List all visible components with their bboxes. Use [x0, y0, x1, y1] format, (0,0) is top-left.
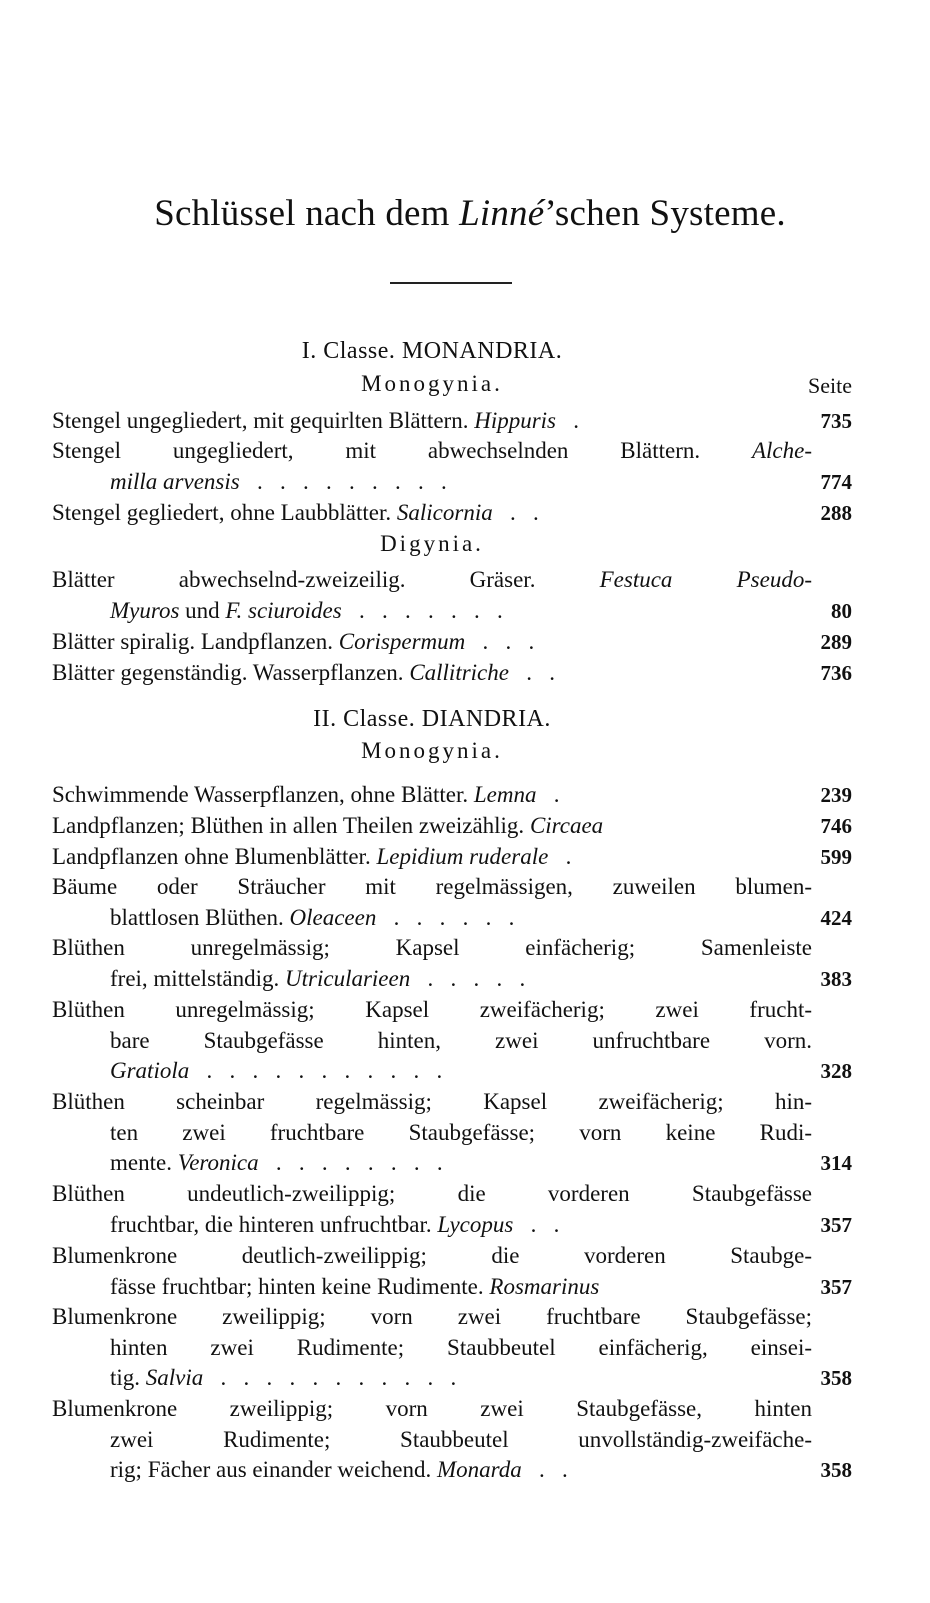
entry-line	[52, 933, 812, 964]
entry-text: zwei Rudimente; Staubbeutel unvollständig-zweifäche-	[110, 1426, 812, 1452]
key-entry	[52, 1179, 852, 1240]
genus-name: Festuca Pseudo-	[599, 567, 812, 592]
genus-name: Lycopus	[437, 1211, 514, 1237]
order-heading: Digynia.	[380, 531, 484, 556]
entry-line	[52, 565, 812, 596]
entry-text: blattlosen Blüthen.	[110, 904, 290, 930]
page-number: 358	[820, 1366, 852, 1390]
page-number: 239	[820, 783, 852, 807]
entry-text: Landpflanzen; Blüthen in allen Theilen zweizählig.	[52, 813, 530, 838]
genus-name: milla arvensis	[110, 468, 240, 494]
key-entry	[52, 627, 852, 658]
genus-name: Utricularieen	[285, 965, 411, 991]
entry-line	[52, 1363, 812, 1394]
entry-line	[52, 872, 812, 903]
entry-text: Landpflanzen ohne Blumenblätter.	[52, 844, 377, 869]
key-entry	[52, 872, 852, 933]
entry-text: Blätter gegenständig. Wasserpflanzen.	[52, 660, 410, 685]
entry-line	[52, 1394, 812, 1425]
key-entry	[52, 1241, 852, 1302]
page-number: 289	[820, 630, 852, 654]
genus-name: Oleaceen	[289, 904, 377, 930]
title-suffix: ’schen Systeme.	[544, 193, 786, 234]
key-entry	[52, 498, 852, 529]
entry-text: mente.	[110, 1150, 178, 1175]
genus-name: Circaea	[529, 813, 604, 838]
entry-line	[52, 627, 812, 658]
entry-line	[52, 780, 812, 811]
title-linne: Linné	[459, 193, 545, 234]
genus-name: Lemna	[473, 782, 537, 807]
order-heading: Monogynia.	[361, 371, 503, 396]
key-entry	[52, 780, 852, 811]
entry-line	[52, 1333, 812, 1364]
entry-line	[52, 1118, 812, 1149]
entry-line	[52, 964, 812, 995]
entry-text: Blüthen scheinbar regelmässig; Kapsel zweifächerig; hin-	[52, 1089, 812, 1114]
genus-name: Rosmarinus	[489, 1273, 600, 1299]
genus-name: Gratiola	[110, 1058, 190, 1083]
entry-line	[52, 467, 812, 498]
genus-name: Myuros	[110, 597, 180, 623]
entry-text: fässe fruchtbar; hinten keine Rudimente.	[110, 1273, 490, 1299]
entry-line	[52, 1026, 812, 1057]
entry-text: Bäume oder Sträucher mit regelmässigen, zuweilen blumen-	[52, 874, 812, 899]
entry-text: hinten zwei Rudimente; Staubbeutel einfächerig, einsei-	[110, 1334, 812, 1360]
page-number: 424	[820, 905, 852, 930]
entry-line	[52, 1148, 812, 1179]
genus-name: Monarda	[436, 1457, 522, 1482]
page-number: 357	[820, 1274, 852, 1299]
key-entry	[52, 565, 852, 626]
leader-dots: . . . . . . . .	[258, 1150, 443, 1175]
class-heading: I. Classe. MONANDRIA.	[301, 338, 563, 364]
entry-line	[52, 1272, 812, 1303]
page-number: 314	[820, 1151, 852, 1175]
title-prefix: Schlüssel nach dem	[154, 193, 460, 234]
entry-text: Blüthen unregelmässig; Kapsel einfächerig; Samenleiste	[52, 935, 812, 960]
page-number: 746	[820, 814, 852, 838]
entry-line	[52, 1455, 812, 1486]
page-title	[0, 192, 930, 235]
entry-text: fruchtbar, die hinteren unfruchtbar.	[110, 1211, 438, 1237]
key-entry	[52, 811, 852, 842]
leader-dots: . . . . . .	[376, 904, 515, 930]
leader-dots: . .	[521, 1457, 568, 1482]
entry-text: Schwimmende Wasserpflanzen, ohne Blätter.	[52, 782, 474, 807]
page-number: 80	[831, 598, 852, 623]
key-entry	[52, 1302, 852, 1394]
page-number: 288	[820, 501, 852, 525]
entry-line	[52, 1087, 812, 1118]
entry-text: Blüthen unregelmässig; Kapsel zweifächerig; zwei frucht-	[52, 997, 812, 1022]
entry-text: Blüthen undeutlich-zweilippig; die vorderen Staubgefässe	[52, 1181, 812, 1206]
leader-dots: . .	[513, 1211, 560, 1237]
entry-line	[52, 498, 812, 529]
leader-dots: . . . . . . . . . . .	[189, 1058, 443, 1083]
genus-name: Hippuris	[474, 408, 556, 433]
order-heading: Monogynia.	[361, 738, 503, 763]
entry-line	[52, 658, 812, 689]
leader-dots: . . . . . . . . . . .	[203, 1365, 457, 1390]
genus-name: Salicornia	[396, 500, 493, 525]
entry-text: tig.	[110, 1365, 146, 1390]
class-heading: II. Classe. DIANDRIA.	[313, 706, 551, 732]
entry-line	[52, 596, 812, 627]
entry-text: Blumenkrone zweilippig; vorn zwei fruchtbare Staubgefässe;	[52, 1304, 812, 1329]
key-entry	[52, 933, 852, 994]
entry-line	[52, 1241, 812, 1272]
entry-line	[52, 842, 812, 873]
entry-line	[52, 811, 812, 842]
entry-text: ten zwei fruchtbare Staubgefässe; vorn keine Rudi-	[110, 1119, 812, 1145]
entry-text: Blätter abwechselnd-zweizeilig. Gräser.	[52, 567, 600, 592]
key-entry	[52, 1394, 852, 1486]
genus-name: Callitriche	[409, 660, 509, 685]
entry-text: bare Staubgefässe hinten, zwei unfruchtbare vorn.	[110, 1027, 812, 1053]
entry-line	[52, 903, 812, 934]
genus-name: Veronica	[177, 1150, 259, 1175]
genus-name: F. sciuroides	[225, 597, 342, 623]
entry-line	[52, 436, 812, 467]
leader-dots: .	[548, 844, 572, 869]
genus-name: Salvia	[145, 1365, 204, 1390]
leader-dots: . . . . . . . . .	[239, 468, 447, 494]
page-number: 383	[820, 966, 852, 991]
entry-text: Stengel ungegliedert, mit gequirlten Blättern.	[52, 408, 475, 433]
key-entry	[52, 842, 852, 873]
seite-label: Seite	[808, 373, 852, 398]
entry-line	[52, 1210, 812, 1241]
key-entry	[52, 995, 852, 1087]
entry-text: Blumenkrone deutlich-zweilippig; die vorderen Staubge-	[52, 1243, 812, 1268]
entry-line	[52, 406, 812, 437]
entry-text: und	[179, 597, 226, 623]
page-number: 735	[820, 409, 852, 433]
page-number: 599	[820, 845, 852, 869]
key-entry	[52, 436, 852, 497]
entry-line	[52, 1056, 812, 1087]
genus-name: Lepidium ruderale	[376, 844, 549, 869]
leader-dots: . . .	[465, 629, 535, 654]
entry-text: frei, mittelständig.	[110, 965, 286, 991]
leader-dots: .	[556, 408, 579, 433]
genus-name: Alche-	[751, 438, 812, 463]
leader-dots: . . . . .	[410, 965, 526, 991]
page-number: 358	[820, 1458, 852, 1482]
genus-name: Corispermum	[338, 629, 466, 654]
key-entry	[52, 658, 852, 689]
title-divider	[390, 282, 512, 284]
entry-line	[52, 995, 812, 1026]
entry-text: rig; Fächer aus einander weichend.	[110, 1457, 437, 1482]
page-number: 328	[820, 1059, 852, 1083]
entry-text: Blumenkrone zweilippig; vorn zwei Staubgefässe, hinten	[52, 1396, 812, 1421]
entry-text: Blätter spiralig. Landpflanzen.	[52, 629, 339, 654]
page-number: 736	[820, 661, 852, 685]
page-number: 774	[820, 469, 852, 494]
key-entry	[52, 1087, 852, 1179]
entry-line	[52, 1425, 812, 1456]
leader-dots: . . . . . . .	[341, 597, 503, 623]
key-entry	[52, 406, 852, 437]
entry-text: Stengel ungegliedert, mit abwechselnden Blättern.	[52, 438, 752, 463]
entry-text: Stengel gegliedert, ohne Laubblätter.	[52, 500, 397, 525]
entry-line	[52, 1302, 812, 1333]
leader-dots: . .	[508, 660, 555, 685]
entry-line	[52, 1179, 812, 1210]
leader-dots: .	[536, 782, 560, 807]
page-number: 357	[820, 1212, 852, 1237]
leader-dots: . .	[492, 500, 539, 525]
